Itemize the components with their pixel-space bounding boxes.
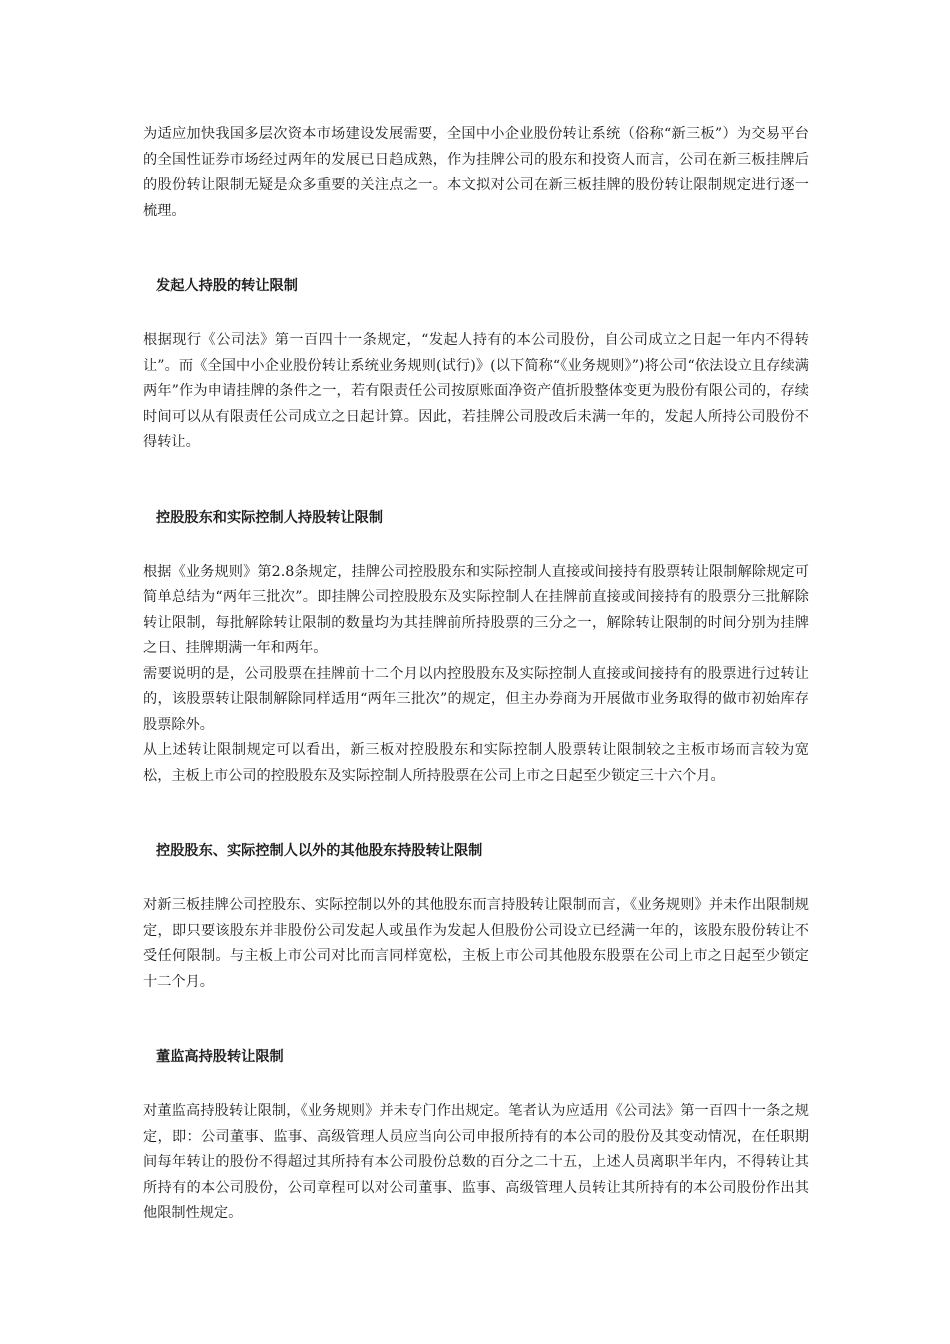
section-heading-other-shareholders: 控股股东、实际控制人以外的其他股东持股转让限制 (156, 843, 483, 859)
section-heading-directors: 董监高持股转让限制 (156, 1049, 284, 1065)
section-paragraph: 从上述转让限制规定可以看出，新三板对控股股东和实际控制人股票转让限制较之主板市场而言较为宽松，主板上市公司的控股股东及实际控制人所持股票在公司上市之日起至少锁定三十六个月。 (143, 742, 809, 784)
section-paragraph: 对新三板挂牌公司控股东、实际控制以外的其他股东而言持股转让限制而言，《业务规则》并未作出限制规定，即只要该股东并非股份公司发起人或虽作为发起人但股份公司设立已经满一年的，该股东股份转让不受任何限制。与主板上市公司对比而言同样宽松，主板上市公司其他股东股票在公司上市之日起至少锁定十二个月。 (143, 897, 809, 990)
intro-paragraph: 为适应加快我国多层次资本市场建设发展需要，全国中小企业股份转让系统（俗称“新三板”）为交易平台的全国性证券市场经过两年的发展已日趋成熟，作为挂牌公司的股东和投资人而言，公司在新三板挂牌后的股份转让限制无疑是众多重要的关注点之一。本文拟对公司在新三板挂牌的股份转让限制规定进行逐一梳理。 (143, 126, 809, 219)
section-heading-controlling-shareholders: 控股股东和实际控制人持股转让限制 (156, 509, 384, 526)
document-body (143, 122, 809, 1227)
section-paragraph: 需要说明的是，公司股票在挂牌前十二个月以内控股股东及实际控制人直接或间接持有的股票进行过转让的，该股票转让限制解除同样适用“两年三批次”的规定，但主办券商为开展做市业务取得的做市初始库存股票除外。 (143, 665, 809, 733)
section-paragraph: 根据现行《公司法》第一百四十一条规定，“发起人持有的本公司股份，自公司成立之日起一年内不得转让”。而《全国中小企业股份转让系统业务规则(试行)》(以下简称“《业务规则》”)将公司“依法设立且存续满两年”作为申请挂牌的条件之一，若有限责任公司按原账面净资产值折股整体变更为股份有限公司的，存续时间可以从有限责任公司成立之日起计算。因此，若挂牌公司股改后未满一年的，发起人所持公司股份不得转让。 (143, 332, 809, 450)
section-paragraph: 对董监高持股转让限制，《业务规则》并未专门作出规定。笔者认为应适用《公司法》第一百四十一条之规定，即：公司董事、监事、高级管理人员应当向公司申报所持有的本公司的股份及其变动情况，在任职期间每年转让的股份不得超过其所持有本公司股份总数的百分之二十五，上述人员离职半年内，不得转让其所持有的本公司股份，公司章程可以对公司董事、监事、高级管理人员转让其所持有的本公司股份作出其他限制性规定。 (143, 1103, 809, 1221)
section-paragraph: 根据《业务规则》第2.8条规定，挂牌公司控股股东和实际控制人直接或间接持有股票转让限制解除规定可简单总结为“两年三批次”。即挂牌公司控股股东及实际控制人在挂牌前直接或间接持有的股票分三批解除转让限制，每批解除转让限制的数量均为其挂牌前所持股票的三分之一，解除转让限制的时间分别为挂牌之日、挂牌期满一年和两年。 (143, 563, 809, 656)
section-heading-founders: 发起人持股的转让限制 (156, 278, 298, 294)
